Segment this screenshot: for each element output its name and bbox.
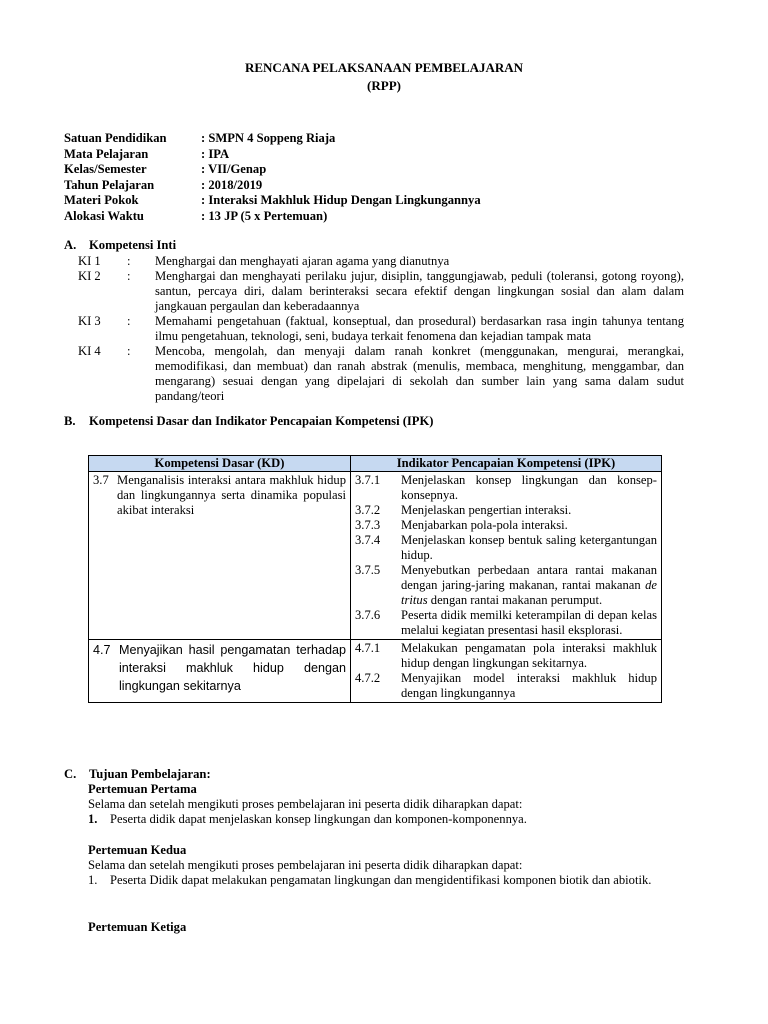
section-letter: C. <box>64 767 77 781</box>
ki-text: Menghargai dan menghayati ajaran agama yang dianutnya <box>155 254 450 268</box>
kd-cell <box>89 640 351 703</box>
ipk-text: Peserta didik memilki keterampilan di depan kelas melalui kegiatan presentasi hasil eksplorasi. <box>401 608 657 637</box>
ipk-number: 3.7.3 <box>355 518 381 532</box>
ipk-item <box>355 641 657 671</box>
section-title: Kompetensi Inti <box>89 238 177 252</box>
identity-value: : 2018/2019 <box>201 177 263 192</box>
section-title: Tujuan Pembelajaran: <box>89 767 211 781</box>
section-a-heading <box>64 238 176 253</box>
meeting-intro: Selama dan setelah mengikuti proses pembelajaran ini peserta didik diharapkan dapat: <box>88 797 523 811</box>
ipk-item <box>355 563 657 608</box>
identity-value: : Interaksi Makhluk Hidup Dengan Lingkungannya <box>201 193 481 207</box>
document-subtitle: (RPP) <box>367 78 401 93</box>
identity-block <box>64 131 481 224</box>
meeting-3 <box>88 920 696 935</box>
ipk-text <box>401 563 657 608</box>
ipk-item <box>355 608 657 638</box>
kd-entry <box>93 641 346 695</box>
objective-number: 1. <box>88 812 98 826</box>
meeting-title: Pertemuan Ketiga <box>88 920 187 934</box>
ki-item <box>78 314 684 344</box>
identity-row <box>64 162 481 178</box>
ki-colon: : <box>127 344 131 358</box>
identity-row <box>64 147 481 163</box>
ipk-text-part: Menyebutkan perbedaan antara rantai makanan dengan jaring-jaring makanan, rantai makanan <box>401 563 657 592</box>
ipk-text: Menyajikan model interaksi makhluk hidup dengan lingkungannya <box>401 671 657 700</box>
ipk-number: 3.7.1 <box>355 473 381 487</box>
kd-number: 4.7 <box>93 643 111 657</box>
ipk-item <box>355 473 657 503</box>
table-row <box>89 640 662 703</box>
ki-text: Mencoba, mengolah, dan menyaji dalam ranah konkret (menggunakan, mengurai, merangkai, memodifikasi, dan membuat) dan ranah abstrak (menulis, membaca, menghitung, menggambar, dan mengarang) sesuai dengan yang dipelajari di sekolah dan sumber lain yang sama dalam sudut pandang/teori <box>155 344 684 403</box>
meeting-title: Pertemuan Kedua <box>88 843 187 857</box>
kd-text: Menyajikan hasil pengamatan terhadap interaksi makhluk hidup dengan lingkungan sekitarnya <box>119 643 346 693</box>
ipk-text: Menjelaskan konsep bentuk saling ketergantungan hidup. <box>401 533 657 562</box>
objective-item <box>88 873 696 888</box>
ki-colon: : <box>127 314 131 328</box>
document-title: RENCANA PELAKSANAAN PEMBELAJARAN <box>244 60 524 75</box>
ki-code: KI 3 <box>78 314 101 328</box>
ki-list <box>78 254 684 404</box>
section-c-heading <box>64 767 211 782</box>
identity-label: Mata Pelajaran <box>64 146 149 161</box>
identity-label: Satuan Pendidikan <box>64 131 167 145</box>
identity-label: Materi Pokok <box>64 193 139 207</box>
column-header-kd: Kompetensi Dasar (KD) <box>89 456 351 472</box>
section-b-heading <box>64 414 434 429</box>
ki-colon: : <box>127 254 131 268</box>
section-letter: A. <box>64 238 77 252</box>
kd-text: Menganalisis interaksi antara makhluk hidup dan lingkungannya serta dinamika populasi akibat interaksi <box>117 473 346 517</box>
ipk-text: Menjabarkan pola-pola interaksi. <box>401 518 568 532</box>
ki-text: Memahami pengetahuan (faktual, konseptual, dan prosedural) berdasarkan rasa ingin tahunya tentang ilmu pengetahuan, teknologi, seni, budaya terkait fenomena dan kejadian tampak mata <box>155 314 684 343</box>
column-header-ipk: Indikator Pencapaian Kompetensi (IPK) <box>351 456 662 472</box>
ipk-item <box>355 518 657 533</box>
section-title: Kompetensi Dasar dan Indikator Pencapaian Kompetensi (IPK) <box>89 414 434 428</box>
ki-code: KI 1 <box>78 254 101 268</box>
meeting-intro: Selama dan setelah mengikuti proses pembelajaran ini peserta didik diharapkan dapat: <box>88 858 523 872</box>
ki-code: KI 4 <box>78 344 101 358</box>
ki-colon: : <box>127 269 131 283</box>
objective-item <box>88 812 696 827</box>
ipk-cell <box>351 472 662 640</box>
identity-row <box>64 209 481 225</box>
ipk-text-part: dengan rantai makanan perumput. <box>430 593 603 607</box>
ki-item <box>78 269 684 314</box>
meeting-title: Pertemuan Pertama <box>88 782 197 796</box>
objective-text: Peserta didik dapat menjelaskan konsep lingkungan dan komponen-komponennya. <box>110 812 527 826</box>
ki-code: KI 2 <box>78 269 101 283</box>
ipk-text: Menjelaskan pengertian interaksi. <box>401 503 572 517</box>
objective-number: 1. <box>88 873 98 887</box>
identity-row <box>64 193 481 209</box>
ipk-number: 3.7.4 <box>355 533 381 547</box>
ipk-text-italic: de tritus <box>401 578 657 607</box>
ipk-number: 3.7.5 <box>355 563 381 577</box>
meeting-2 <box>88 843 696 888</box>
identity-value: : VII/Genap <box>201 162 267 176</box>
kd-entry <box>93 473 346 518</box>
identity-label: Tahun Pelajaran <box>64 177 155 192</box>
identity-value: : 13 JP (5 x Pertemuan) <box>201 208 328 223</box>
ipk-item <box>355 671 657 701</box>
ipk-number: 4.7.1 <box>355 641 381 655</box>
identity-value: : IPA <box>201 146 230 161</box>
ipk-number: 3.7.2 <box>355 503 381 517</box>
ki-text: Menghargai dan menghayati perilaku jujur, disiplin, tanggungjawab, peduli (toleransi, gotong royong), santun, percaya diri, dalam berinteraksi secara efektif dengan lingkungan sosial dan alam dalam jangkauan pergaulan dan keberadaannya <box>155 269 684 313</box>
identity-label: Alokasi Waktu <box>64 208 144 223</box>
ipk-number: 4.7.2 <box>355 671 381 685</box>
ipk-number: 3.7.6 <box>355 608 381 622</box>
ki-item <box>78 344 684 404</box>
kd-ipk-table <box>88 455 662 703</box>
table-row <box>89 472 662 640</box>
ipk-item <box>355 533 657 563</box>
kd-cell <box>89 472 351 640</box>
section-letter: B. <box>64 414 76 428</box>
meeting-1 <box>88 782 696 827</box>
identity-label: Kelas/Semester <box>64 162 147 176</box>
identity-row <box>64 178 481 194</box>
identity-value: : SMPN 4 Soppeng Riaja <box>201 131 336 145</box>
ipk-text: Melakukan pengamatan pola interaksi makhluk hidup dengan lingkungan sekitarnya. <box>401 641 657 670</box>
kd-number: 3.7 <box>93 473 109 487</box>
ipk-item <box>355 503 657 518</box>
identity-row <box>64 131 481 147</box>
ipk-text: Menjelaskan konsep lingkungan dan konsep-konsepnya. <box>401 473 657 502</box>
table-header-row <box>89 456 662 472</box>
ipk-cell <box>351 640 662 703</box>
ki-item <box>78 254 684 269</box>
objective-text: Peserta Didik dapat melakukan pengamatan lingkungan dan mengidentifikasi komponen biotik dan abiotik. <box>110 873 652 887</box>
